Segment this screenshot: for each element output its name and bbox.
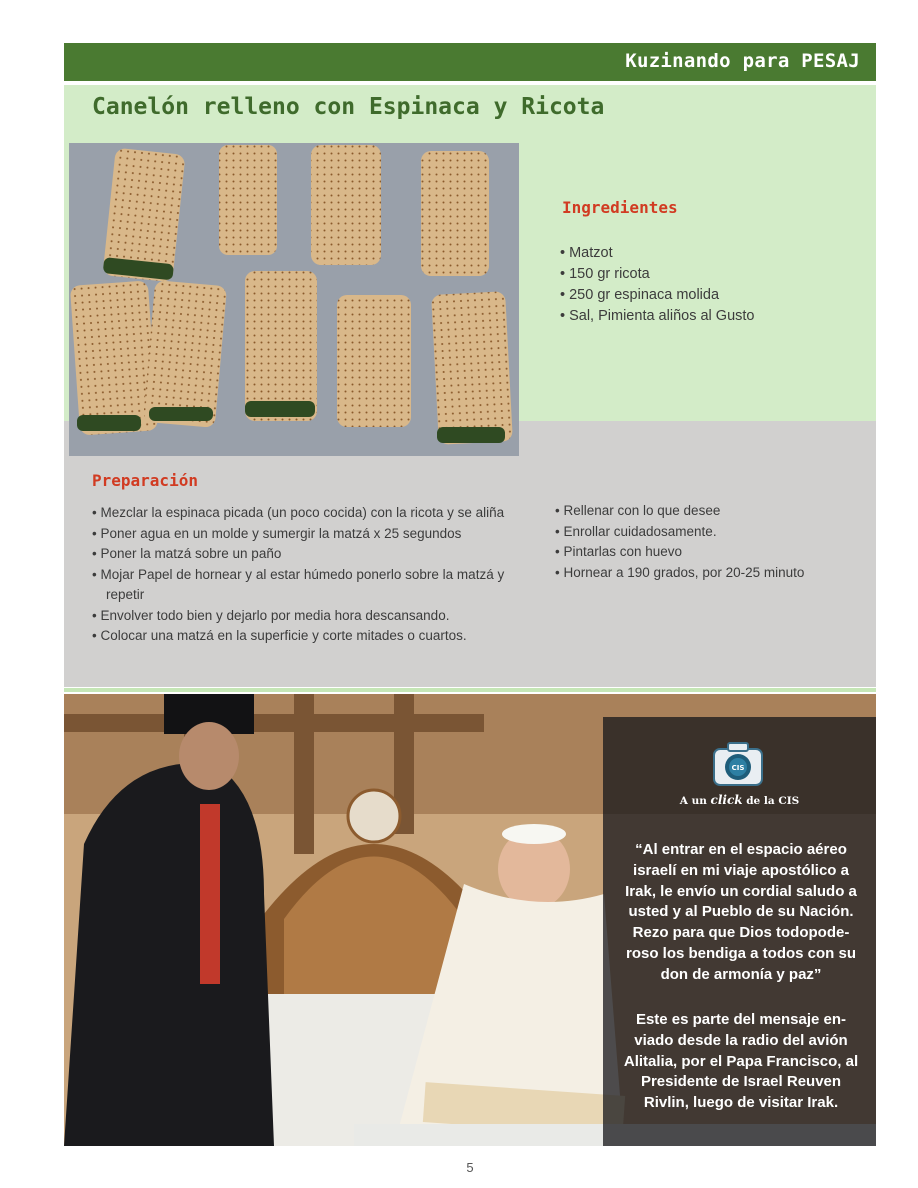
- preparation-step: • Poner agua en un molde y sumergir la matzá x 25 segundos: [92, 525, 462, 541]
- ingredient-item: • 150 gr ricota: [560, 266, 650, 282]
- page-number: 5: [466, 1160, 474, 1175]
- preparation-step: • Mezclar la espinaca picada (un poco cocida) con la ricota y se aliña: [92, 505, 505, 520]
- camera-badge-text: CIS: [731, 764, 745, 772]
- preparation-step: • Enrollar cuidadosamente.: [555, 523, 717, 539]
- preparation-step: • Hornear a 190 grados, por 20-25 minuto: [555, 564, 805, 580]
- camera-icon: [712, 741, 764, 787]
- preparation-step: • Envolver todo bien y dejarlo por media hora descansando.: [92, 607, 450, 623]
- section-divider: [64, 688, 876, 692]
- ingredient-item: • 250 gr espinaca molida: [560, 287, 720, 303]
- brand-caption: [603, 793, 876, 807]
- pope-quote: “Al entrar en el espacio aéreo israelí en mi viaje apostólico a Irak, le envío un cordial saludo a usted y al Pueblo de su Nación. Rezo para que Dios todopode-roso los bendiga a todos con su don de armonía y paz”: [625, 841, 857, 983]
- quote-caption: Este es parte del mensaje en-viado desde la radio del avión Alitalia, por el Papa Francisco, al Presidente de Israel Reuven Rivlin, luego de visitar Irak.: [623, 1011, 859, 1112]
- brand-prefix: A un: [679, 795, 707, 807]
- recipe-title: Canelón relleno con Espinaca y Ricota: [92, 94, 605, 120]
- brand-click-word: click: [710, 793, 743, 807]
- preparation-steps-right: [555, 501, 865, 583]
- ingredient-item: • Sal, Pimienta aliños al Gusto: [560, 308, 755, 324]
- preparation-step: • Pintarlas con huevo: [555, 544, 683, 559]
- ingredient-item: • Matzot: [560, 245, 613, 261]
- preparation-heading: Preparación: [92, 471, 198, 490]
- preparation-step: • Colocar una matzá en la superficie y corte mitades o cuartos.: [92, 628, 467, 643]
- preparation-step: • Poner la matzá sobre un paño: [92, 546, 282, 561]
- preparation-step: • Mojar Papel de hornear y al estar húmedo ponerlo sobre la matzá y repetir: [92, 566, 505, 602]
- cannelloni-photo: [69, 143, 519, 456]
- section-title: Kuzinando para PESAJ: [625, 50, 860, 72]
- ingredients-list: [560, 243, 754, 327]
- brand-suffix: de la CIS: [746, 795, 800, 807]
- preparation-step: • Rellenar con lo que desee: [555, 503, 721, 518]
- ingredients-heading: Ingredientes: [562, 198, 678, 217]
- section-header-bar: [64, 43, 876, 81]
- preparation-steps-left: [92, 503, 532, 647]
